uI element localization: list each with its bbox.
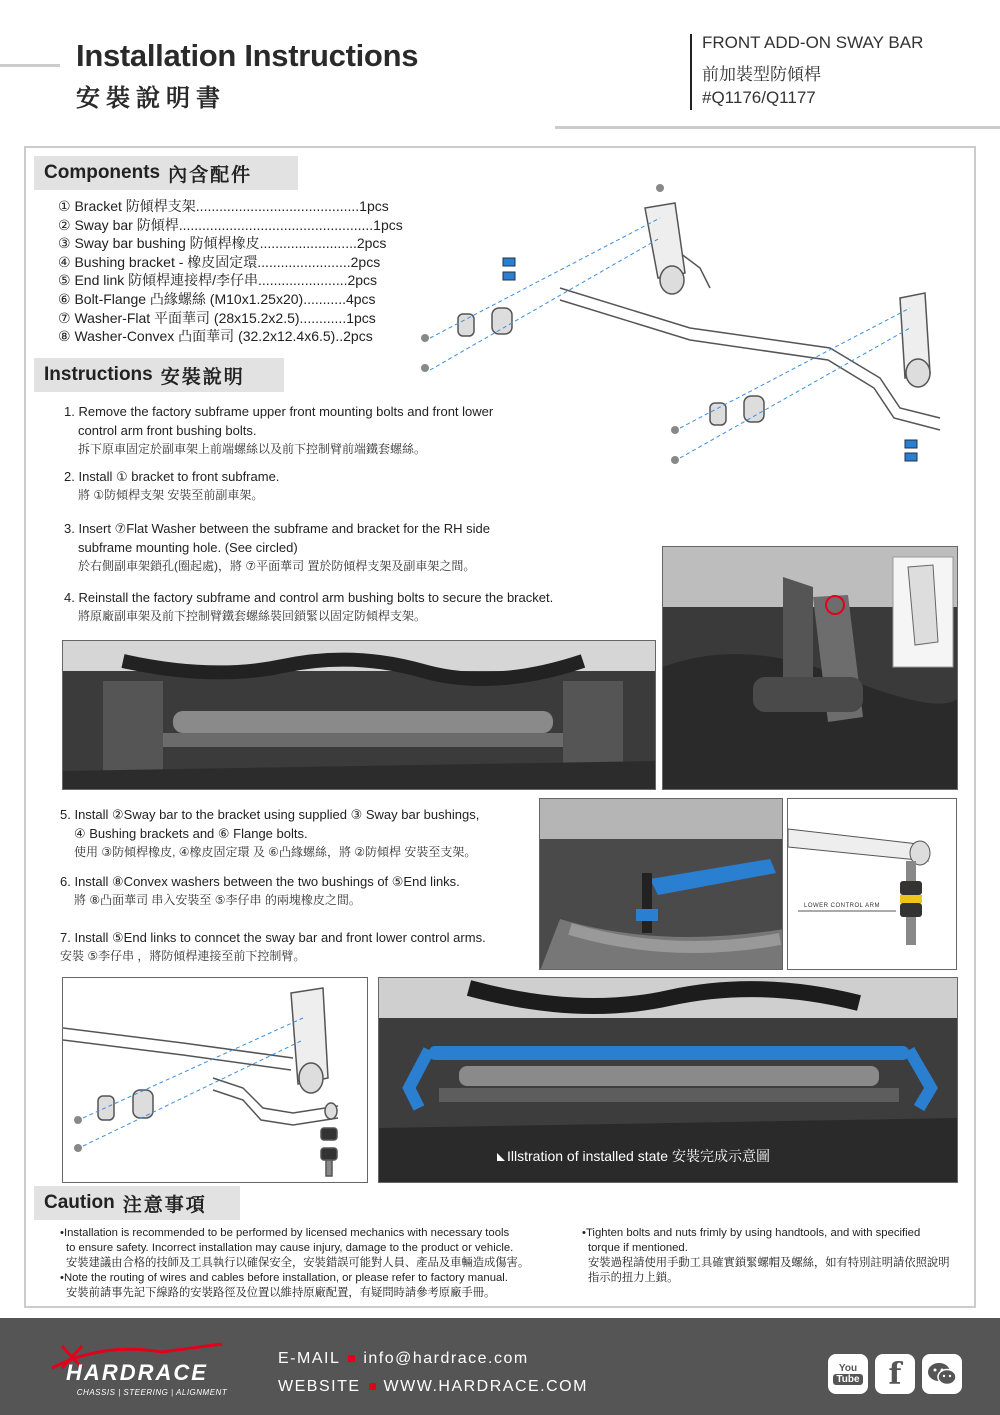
step-text-zh: 安裝 ⑤李仔串 ，將防傾桿連接至前下控制臂。	[60, 949, 306, 963]
facebook-text: f	[888, 1356, 902, 1392]
website-link[interactable]: WWW.HARDRACE.COM	[383, 1378, 588, 1395]
email-label: E-MAIL	[278, 1350, 341, 1367]
exploded-diagram	[410, 178, 970, 478]
caution-heading-zh: 注意事項	[122, 1193, 207, 1216]
step-text: 5. Install ②Sway bar to the bracket using supplied ③ Sway bar bushings,	[60, 807, 480, 822]
component-item: ④ Bushing bracket - 橡皮固定環........................2pcs	[58, 253, 381, 270]
caution-heading	[34, 1186, 240, 1220]
component-item: ① Bracket 防傾桿支架..........................................1pcs	[58, 198, 389, 214]
components-heading-en: Components	[44, 162, 161, 183]
brand-name: HARDRACE	[66, 1360, 208, 1385]
title-rule	[0, 64, 60, 67]
step-5	[60, 805, 479, 862]
step-text: control arm front bushing bolts.	[78, 423, 257, 438]
page-footer	[0, 1318, 1000, 1415]
footer-website	[278, 1378, 588, 1396]
component-item: ② Sway bar 防傾桿..................................................1pcs	[58, 216, 403, 233]
caption-marker-icon	[497, 1153, 505, 1161]
instructions-heading	[34, 358, 284, 392]
caution-text: to ensure safety. Incorrect installation may cause injury, damage to the product or vehicle.	[66, 1242, 514, 1254]
step-text: 6. Install ⑧Convex washers between the two bushings of ⑤End links.	[60, 874, 460, 889]
page-title-zh: 安裝說明書	[76, 83, 226, 112]
lower-control-arm-label: LOWER CONTROL ARM	[804, 903, 880, 909]
product-name-zh: 前加裝型防傾桿	[702, 65, 821, 84]
part-number: #Q1176/Q1177	[702, 88, 816, 107]
page-header	[0, 0, 1000, 140]
instructions-heading-zh: 安裝說明	[160, 365, 245, 388]
instructions-heading-en: Instructions	[44, 364, 153, 385]
caution-text: •Tighten bolts and nuts frimly by using handtools, and with specified	[582, 1227, 921, 1239]
end-link-photo	[539, 798, 783, 970]
step-2	[64, 467, 279, 505]
page-title: Installation Instructions	[76, 38, 419, 73]
sway-bar-diagram	[62, 977, 368, 1183]
email-link[interactable]: info@hardrace.com	[363, 1350, 529, 1367]
bracket-closeup-photo	[662, 546, 958, 790]
installed-caption-text: Illstration of installed state 安裝完成示意圖	[507, 1148, 770, 1164]
youtube-you-text: You	[838, 1363, 858, 1374]
step-6	[60, 872, 460, 910]
caution-text-zh: 安裝過程請使用手動工具確實鎖緊螺帽及螺絲，如有特別註明請依照說明	[588, 1257, 950, 1269]
step-3	[64, 519, 490, 576]
youtube-icon[interactable]	[828, 1354, 868, 1394]
subframe-photo	[62, 640, 656, 790]
component-item: ⑥ Bolt-Flange 凸緣螺絲 (M10x1.25x20)...........4pcs	[58, 290, 376, 307]
end-link-diagram	[787, 798, 957, 970]
step-text-zh: 將 ⑧凸面華司 串入安裝至 ⑤李仔串 的兩塊橡皮之間。	[74, 893, 361, 907]
step-text-zh: 將原廠副車架及前下控制臂鐵套螺絲裝回鎖緊以固定防傾桿支架。	[78, 609, 427, 623]
component-item: ⑦ Washer-Flat 平面華司 (28x15.2x2.5)............1pcs	[58, 309, 376, 326]
header-divider	[690, 34, 692, 110]
step-text: 3. Insert ⑦Flat Washer between the subframe and bracket for the RH side	[64, 521, 490, 536]
caution-right	[582, 1226, 950, 1286]
step-text: 2. Install ① bracket to front subframe.	[64, 469, 280, 484]
caution-text-zh: 指示的扭力上鎖。	[588, 1272, 679, 1284]
brand-tagline: CHASSIS | STEERING | ALIGNMENT	[76, 1388, 228, 1397]
hardrace-logo	[42, 1340, 242, 1400]
caution-heading-en: Caution	[44, 1192, 115, 1213]
components-heading-zh: 內含配件	[168, 163, 253, 186]
caution-text: torque if mentioned.	[588, 1242, 688, 1254]
step-4	[64, 588, 553, 626]
component-item: ③ Sway bar bushing 防傾桿橡皮.........................2pcs	[58, 235, 387, 252]
step-text: 1. Remove the factory subframe upper front mounting bolts and front lower	[64, 404, 494, 419]
step-text: 7. Install ⑤End links to conncet the sway bar and front lower control arms.	[60, 930, 486, 945]
bullet-icon	[348, 1355, 355, 1362]
step-7	[60, 928, 486, 966]
wechat-icon[interactable]	[922, 1354, 962, 1394]
youtube-tube-text: Tube	[833, 1374, 862, 1385]
bullet-icon	[369, 1383, 376, 1390]
component-item: ⑧ Washer-Convex 凸面華司 (32.2x12.4x6.5)..2pcs	[58, 328, 373, 345]
installed-state-photo	[378, 977, 958, 1183]
caution-text: •Note the routing of wires and cables before installation, or please refer to factory manual.	[60, 1272, 508, 1284]
components-heading	[34, 156, 298, 190]
facebook-icon[interactable]	[875, 1354, 915, 1394]
website-label: WEBSITE	[278, 1378, 361, 1395]
caution-text-zh: 安裝前請事先記下線路的安裝路徑及位置以維持原廠配置，有疑問時請參考原廠手冊。	[66, 1287, 496, 1299]
wechat-glyph-icon	[927, 1361, 957, 1387]
components-list	[58, 197, 403, 346]
step-text-zh: 將 ①防傾桿支架 安裝至前副車架。	[78, 488, 264, 502]
step-text-zh: 拆下原車固定於副車架上前端螺絲以及前下控制臂前端鐵套螺絲。	[78, 442, 427, 456]
caution-text: •Installation is recommended to be performed by licensed mechanics with necessary tools	[60, 1227, 510, 1239]
footer-email	[278, 1350, 529, 1368]
installed-caption	[497, 1146, 770, 1166]
step-text: 4. Reinstall the factory subframe and control arm bushing bolts to secure the bracket.	[64, 590, 554, 605]
step-text-zh: 使用 ③防傾桿橡皮, ④橡皮固定環 及 ⑥凸緣螺絲，將 ②防傾桿 安裝至支架。	[74, 845, 477, 859]
caution-left	[60, 1226, 529, 1301]
product-name: FRONT ADD-ON SWAY BAR	[702, 33, 924, 52]
step-1	[64, 402, 493, 459]
component-item: ⑤ End link 防傾桿連接桿/李仔串.......................2pcs	[58, 272, 378, 289]
step-text: subframe mounting hole. (See circled)	[78, 540, 298, 555]
header-rule	[555, 126, 1000, 129]
step-text: ④ Bushing brackets and ⑥ Flange bolts.	[74, 826, 308, 841]
caution-text-zh: 安裝建議由合格的技師及工具執行以確保安全，安裝錯誤可能對人員、產品及車輛造成傷害。	[66, 1257, 530, 1269]
step-text-zh: 於右側副車架鎖孔(圈起處)，將 ⑦平面華司 置於防傾桿支架及副車架之間。	[78, 559, 476, 573]
